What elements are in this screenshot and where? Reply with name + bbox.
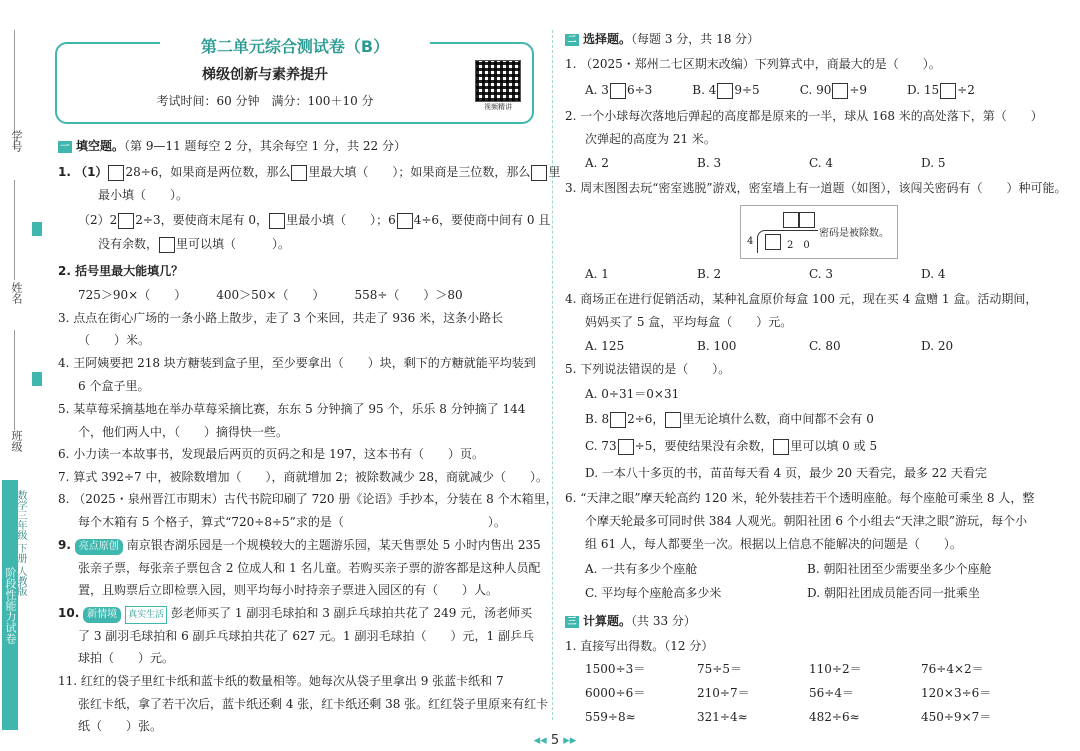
choice-6-options-ab: A. 一共有多少个座舱 B. 朝阳社团至少需要坐多少个座舱 [585,562,992,576]
section-badge: 一 [58,141,72,153]
question-7: 7. 算式 392÷7 中，被除数增加（ ），商就增加 2；被除数减少 28，商就减少（ ）。 [58,470,549,484]
class-label: 班级 [10,430,23,452]
answer-box[interactable] [108,165,124,181]
tag-new-context: 新情境 [83,607,121,623]
answer-box[interactable] [610,83,626,99]
page-subtitle: 梯级创新与素养提升 [202,67,328,83]
answer-box[interactable] [832,83,848,99]
answer-box[interactable] [118,213,134,229]
choice-5-a: A. 0÷31＝0×31 [585,387,680,401]
choice-6-cont: 组 61 人，每人都要坐一次。根据以上信息不能解决的问题是（ ）。 [585,537,962,551]
answer-box[interactable] [618,439,634,455]
calc-row-2: 6000÷6＝ 210÷7＝ 56÷4＝ 120×3÷6＝ [585,686,992,700]
answer-box[interactable] [940,83,956,99]
choice-2: 2. 一个小球每次落地后弹起的高度都是原来的一半，球从 168 米的高处落下，第（ ） [565,109,1043,123]
section-choice [565,30,759,47]
answer-box[interactable] [159,237,175,253]
question-6: 6. 小力读一本故事书，发现最后两页的页码之和是 197，这本书有（ ）页。 [58,447,484,461]
margin-marker [32,222,42,236]
question-5: 5. 某草莓采摘基地在举办草莓采摘比赛，东东 5 分钟摘了 95 个，乐乐 8 分钟摘了 144 [58,402,526,416]
question-1-2-cont: 没有余数， 里可以填（ ）。 [98,237,291,251]
qr-code-icon[interactable] [475,60,521,102]
section-note: （第 9—11 题每空 2 分，其余每空 1 分，共 22 分） [124,139,406,153]
choice-5-c: C. 73 ÷5，要使结果没有余数， 里可以填 0 或 5 [585,439,878,453]
name-label: 姓名 [10,282,23,304]
question-8: 8. （2025・泉州晋江市期末）古代书院印刷了 720 册《论语》手抄本，分装在 8 个木箱里， [58,492,558,506]
choice-4: 4. 商场正在进行促销活动，某种礼盒原价每盒 100 元，现在买 4 盒赠 1 盒。活动期间， [565,292,1038,306]
choice-6-options-cd: C. 平均每个座舱高多少米 D. 朝阳社团成员能否同一批乘坐 [585,586,980,600]
riddle-figure [740,205,898,259]
answer-box[interactable] [291,165,307,181]
choice-5-d: D. 一本八十多页的书，苗苗每天看 4 页，最少 20 天看完，最多 22 天看完 [585,466,987,480]
question-10-cont: 了 3 副羽毛球拍和 6 副乒乓球拍共花了 627 元。1 副羽毛球拍（ ）元，1 副乒乓 [78,629,534,643]
tag-original: 亮点原创 [75,539,123,555]
question-11-cont: 张红卡纸，拿了若干次后，蓝卡纸还剩 4 张，红卡纸还剩 38 张。红红袋子里原来有红卡 [78,697,549,711]
page-number: ◂◂ 5 ▸▸ [533,733,577,748]
question-11: 11. 红红的袋子里红卡纸和蓝卡纸的数量相等。她每次从袋子里拿出 9 张蓝卡纸和 7 [58,674,504,688]
question-9-cont: 置，且购票后立即检票入园，则平均每小时持亲子票进入园区的有（ ）人。 [78,583,499,597]
choice-3: 3. 周末图图去玩“密室逃脱”游戏，密室墙上有一道题（如图），该闯关密码有（ ）种可能。 [565,181,1067,195]
question-10-cont: 球拍（ ）元。 [78,651,175,665]
choice-5: 5. 下列说法错误的是（ ）。 [565,362,731,376]
question-2: 2. 括号里最大能填几？ [58,264,184,278]
question-1-2: （2）2 2÷3，要使商末尾有 0， 里最小填（ ）；6 4÷6，要使商中间有 0 且 [78,213,551,227]
choice-5-b: B. 8 2÷6， 里无论填什么数，商中间都不会有 0 [585,412,874,426]
question-1-1-cont: 最小填（ ）。 [98,188,189,202]
column-divider [552,30,554,720]
arrow-right-icon: ▸▸ [563,733,577,748]
section-title: 计算题。 [583,614,632,628]
section-title: 选择题。 [583,32,632,46]
digit-box [799,212,815,228]
calc-row-3: 559÷8≈ 321÷4≈ 482÷6≈ 450÷9×7＝ [585,710,992,724]
binding-margin [0,0,42,751]
section-title: 填空题。 [76,139,125,153]
page-title: 第二单元综合测试卷（B） [160,34,430,57]
digit-box [783,212,799,228]
test-type-banner: 阶段性能力试卷 [2,480,18,730]
question-8-cont: 每个木箱有 5 个格子，算式“720÷8÷5”求的是（ ）。 [78,515,506,529]
question-9: 9. 亮点原创 南京银杏湖乐园是一个规模较大的主题游乐园，某天售票处 5 小时内售出 235 [58,537,541,555]
section-note: （每题 3 分，共 18 分） [631,32,760,46]
question-9-cont: 张亲子票，每张亲子票包含 2 位成人和 1 名儿童。若购买亲子票的游客都是这种人员配 [78,561,541,575]
section-calculation [565,612,696,629]
section-fill-in [58,137,406,154]
choice-6-cont: 个摩天轮最多可同时供 384 人观光。朝阳社团 6 个小组去“天津之眼”游玩，每个小 [585,514,1028,528]
question-11-cont: 纸（ ）张。 [78,719,163,733]
choice-2-options: A. 2 B. 3 C. 4 D. 5 [585,156,946,170]
answer-box[interactable] [773,439,789,455]
choice-4-options: A. 125 B. 100 C. 80 D. 20 [585,339,954,353]
exam-info: 考试时间：60 分钟 满分：100＋10 分 [156,94,374,108]
answer-box[interactable] [531,165,547,181]
answer-box[interactable] [610,412,626,428]
choice-6: 6. “天津之眼”摩天轮高约 120 米，轮外装挂若干个透明座舱。每个座舱可乘坐 8 人，整 [565,491,1035,505]
question-10: 10. 新情境 真实生活 彭老师买了 1 副羽毛球拍和 3 副乒乓球拍共花了 249 元，汤老师买 [58,605,532,624]
calc-1: 1. 直接写出得数。（12 分） [565,639,714,653]
answer-box[interactable] [269,213,285,229]
divisor: 4 [747,236,754,247]
choice-4-cont: 妈妈买了 5 盒，平均每盒（ ）元。 [585,315,793,329]
section-note: （共 33 分） [631,614,696,628]
choice-3-options: A. 1 B. 2 C. 3 D. 4 [585,267,946,281]
question-3-cont: （ ）米。 [78,333,151,347]
question-4: 4. 王阿姨要把 218 块方糖装到盒子里，至少要拿出（ ）块，剩下的方糖就能平均装到 [58,356,536,370]
grade-banner: 数学三年级 下册 人教版 [15,490,26,597]
question-5-cont: 个，他们两人中，（ ）摘得快一些。 [78,425,289,439]
qr-caption: 视频精讲 [484,103,512,111]
calc-row-1: 1500÷3＝ 75÷5＝ 110÷2＝ 76÷4×2＝ [585,662,984,676]
answer-box[interactable] [397,213,413,229]
dividend-digits: 2 0 [787,240,810,251]
answer-box[interactable] [717,83,733,99]
tag-real-life: 真实生活 [125,606,167,624]
margin-marker [32,372,42,386]
choice-2-cont: 次弹起的高度为 21 米。 [585,132,716,146]
choice-1-options: A. 3 6÷3 B. 4 9÷5 C. 90 ÷9 D. 15 ÷2 [585,83,975,97]
section-badge: 二 [565,34,579,46]
section-badge: 三 [565,616,579,628]
figure-caption: 密码是被除数。 [819,228,889,239]
answer-box[interactable] [665,412,681,428]
question-1-1: 1. （1） 28÷6，如果商是两位数，那么 里最大填（ ）；如果商是三位数，那么 里 [58,165,561,179]
digit-box [765,234,781,250]
arrow-left-icon: ◂◂ [533,733,547,748]
question-3: 3. 点点在街心广场的一条小路上散步，走了 3 个来回，共走了 936 米，这条小路长 [58,311,504,325]
question-4-cont: 6 个盒子里。 [78,379,150,393]
margin-line [14,180,15,280]
student-no-label: 学号 [10,130,23,152]
question-2-items: 725＞90×（ ） 400＞50×（ ） 558÷（ ）＞80 [78,288,463,302]
margin-line [14,330,15,430]
choice-1: 1. （2025・郑州二七区期末改编）下列算式中，商最大的是（ ）。 [565,57,941,71]
